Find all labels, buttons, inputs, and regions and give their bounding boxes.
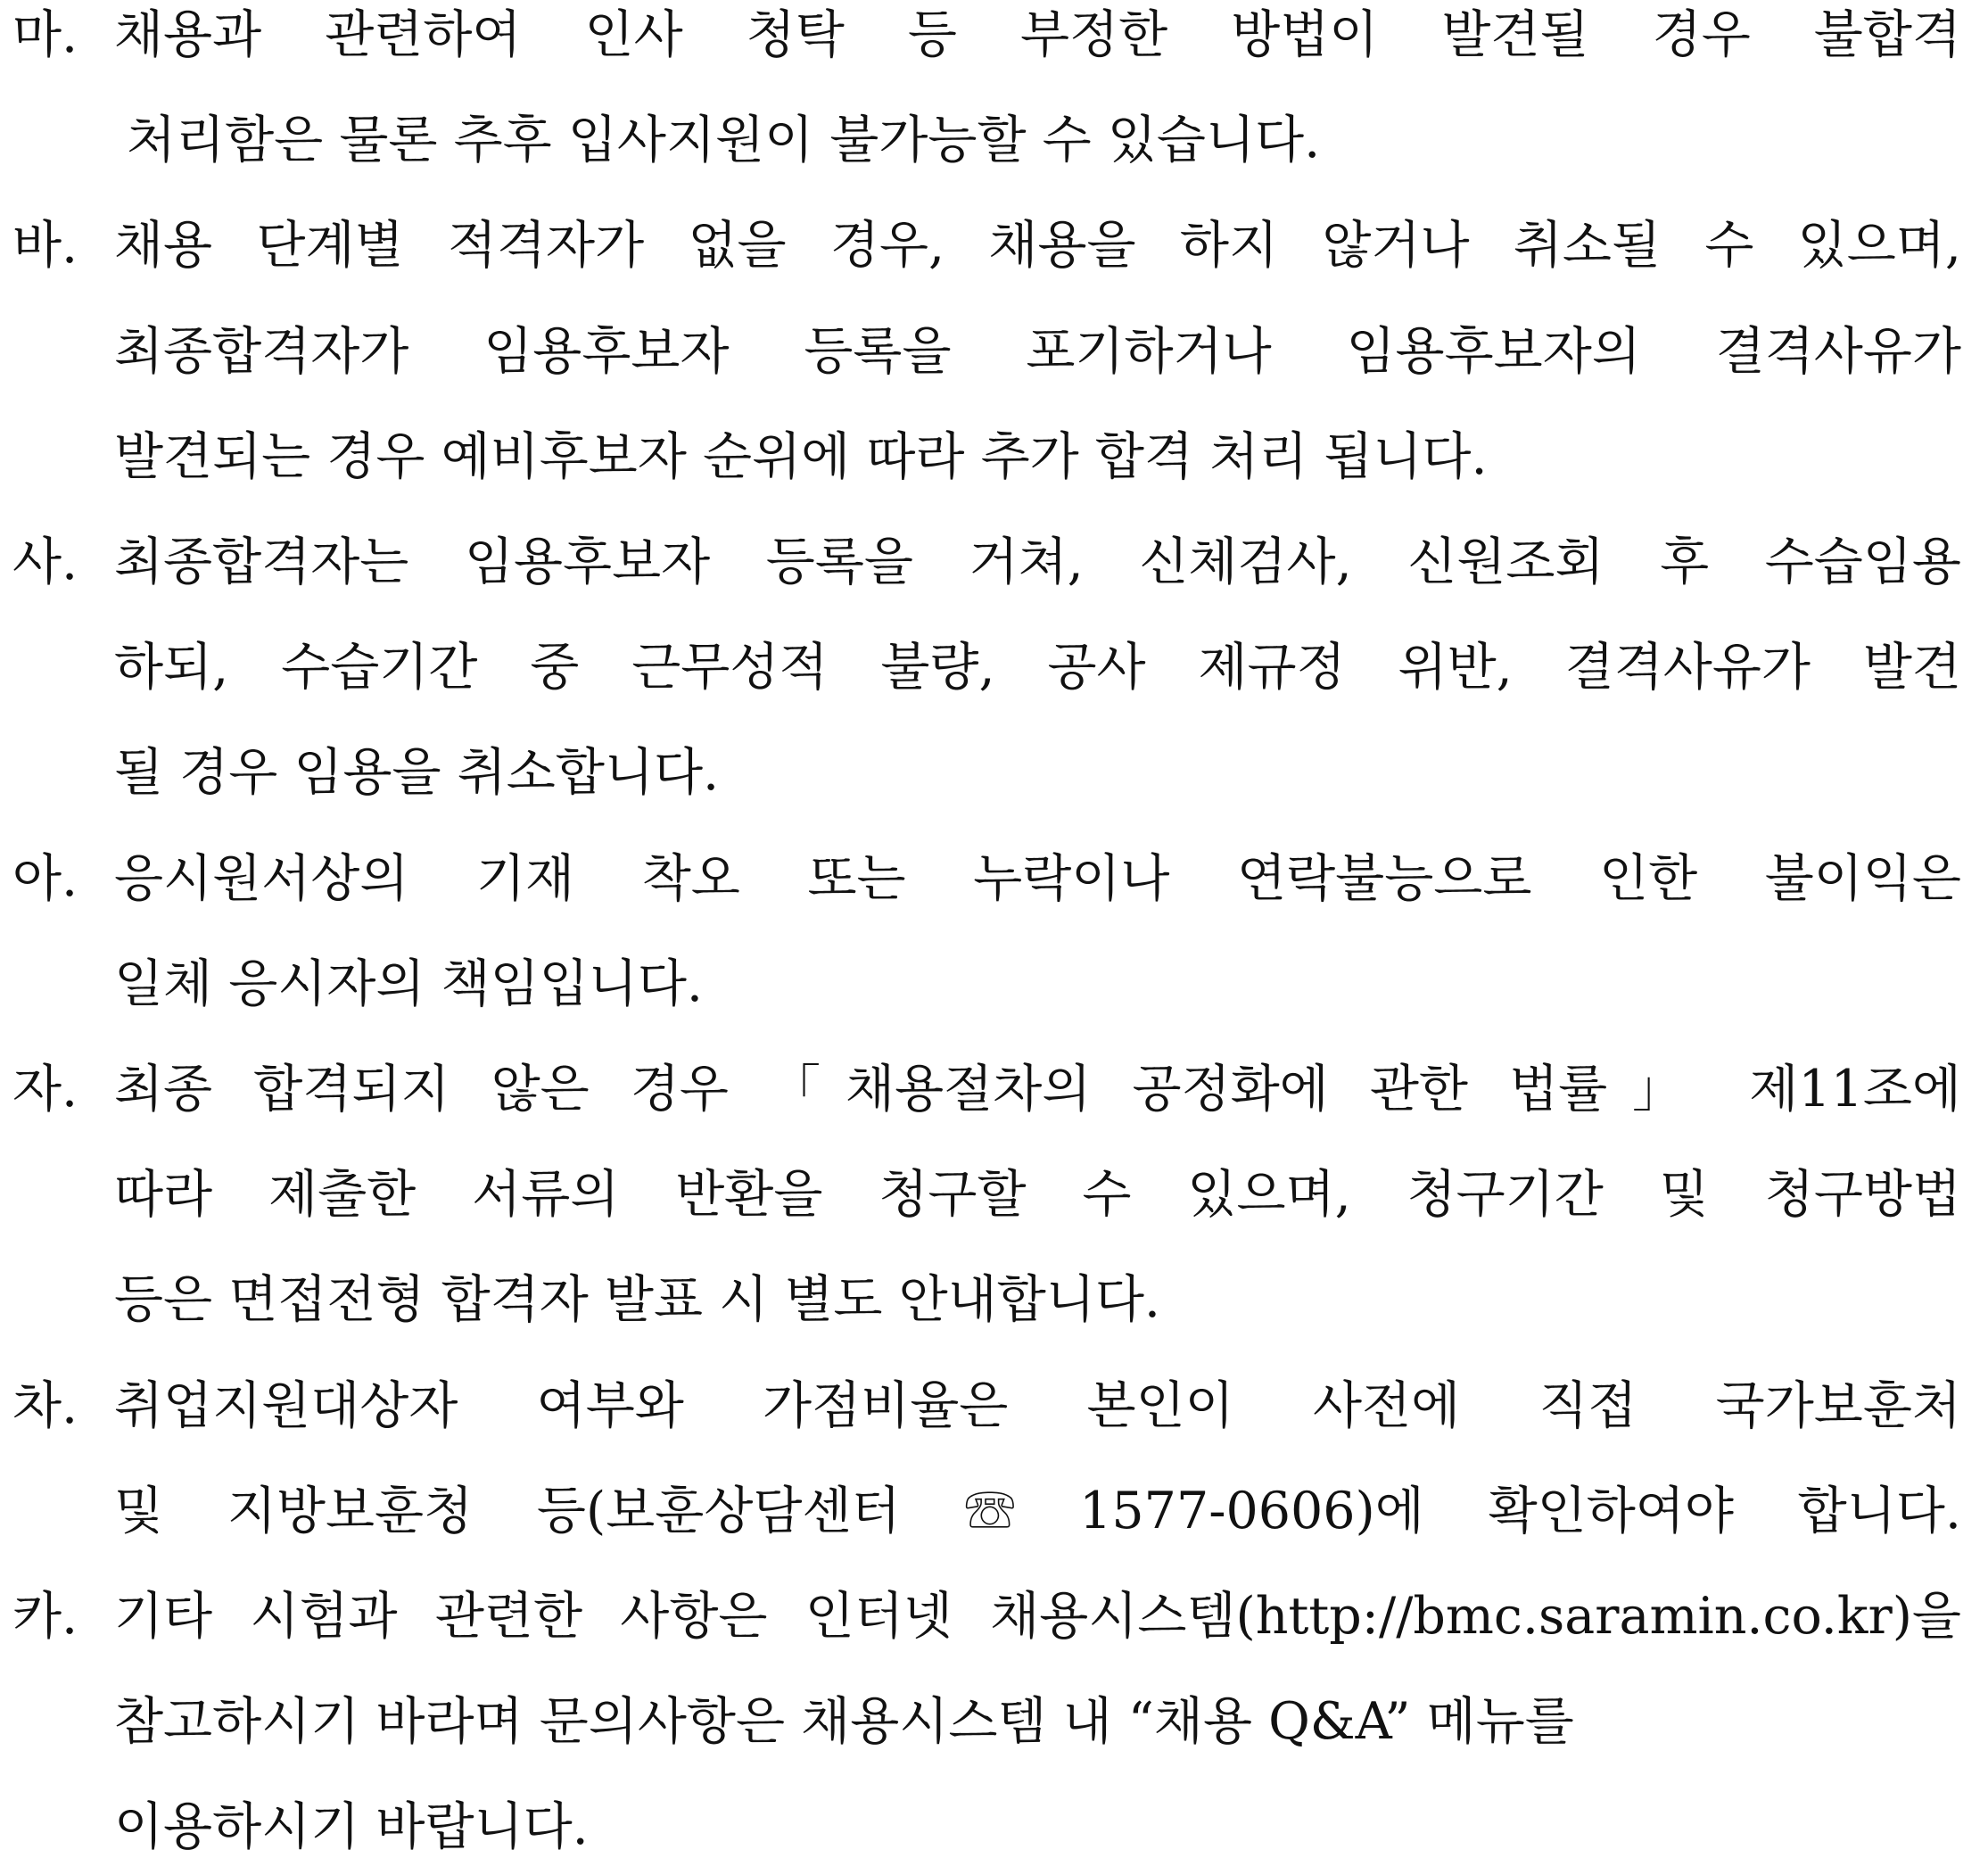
item-text-line: 응시원서상의 기재 착오 또는 누락이나 연락불능으로 인한 불이익은 [114, 848, 1961, 908]
item-text-line: 채용 단계별 적격자가 없을 경우, 채용을 하지 않거나 취소될 수 있으며, [114, 216, 1961, 276]
item-text-line: 될 경우 임용을 취소합니다. [114, 743, 720, 803]
item-marker: 바. [12, 216, 78, 276]
item-text-line: 취업지원대상자 여부와 가점비율은 본인이 사전에 직접 국가보훈처 [114, 1375, 1961, 1435]
item-text-line: 따라 제출한 서류의 반환을 청구할 수 있으며, 청구기간 및 청구방법 [114, 1165, 1961, 1225]
item-marker: 사. [12, 533, 78, 591]
item-marker: 차. [12, 1375, 78, 1435]
item-marker: 마. [12, 5, 78, 64]
item-text-line: 최종 합격되지 않은 경우 「채용절차의 공정화에 관한 법률」 제11조에 [114, 1060, 1961, 1119]
item-text-line: 채용과 관련하여 인사 청탁 등 부정한 방법이 발견될 경우 불합격 [114, 5, 1961, 64]
item-text-line: 기타 시험과 관련한 사항은 인터넷 채용시스템(http://bmc.saramin.co.kr)을 [114, 1587, 1961, 1646]
item-text-line: 하되, 수습기간 중 근무성적 불량, 공사 제규정 위반, 결격사유가 발견 [114, 638, 1961, 698]
item-text-line: 및 지방보훈청 등(보훈상담센터 ☏ 1577-0606)에 확인하여야 합니다. [114, 1481, 1961, 1540]
item-text-line: 발견되는 경우 예비후보자 순위에 따라 추가 합격 처리 됩니다. [114, 426, 1488, 486]
item-marker: 카. [12, 1587, 78, 1646]
item-text-line: 일체 응시자의 책임입니다. [114, 954, 704, 1013]
item-text-line: 등은 면접전형 합격자 발표 시 별도 안내합니다. [114, 1270, 1161, 1330]
item-text-line: 최종합격자는 임용후보자 등록을 거쳐, 신체검사, 신원조회 후 수습임용 [114, 533, 1961, 591]
item-text-line: 처리함은 물론 추후 입사지원이 불가능할 수 있습니다. [127, 111, 1321, 170]
item-text-line: 이용하시기 바랍니다. [114, 1797, 589, 1857]
item-marker: 자. [12, 1060, 78, 1119]
item-text-line: 최종합격자가 임용후보자 등록을 포기하거나 임용후보자의 결격사유가 [114, 321, 1961, 381]
item-marker: 아. [12, 848, 78, 908]
item-text-line: 참고하시기 바라며 문의사항은 채용시스템 내 “채용 Q&A” 메뉴를 [114, 1692, 1574, 1752]
